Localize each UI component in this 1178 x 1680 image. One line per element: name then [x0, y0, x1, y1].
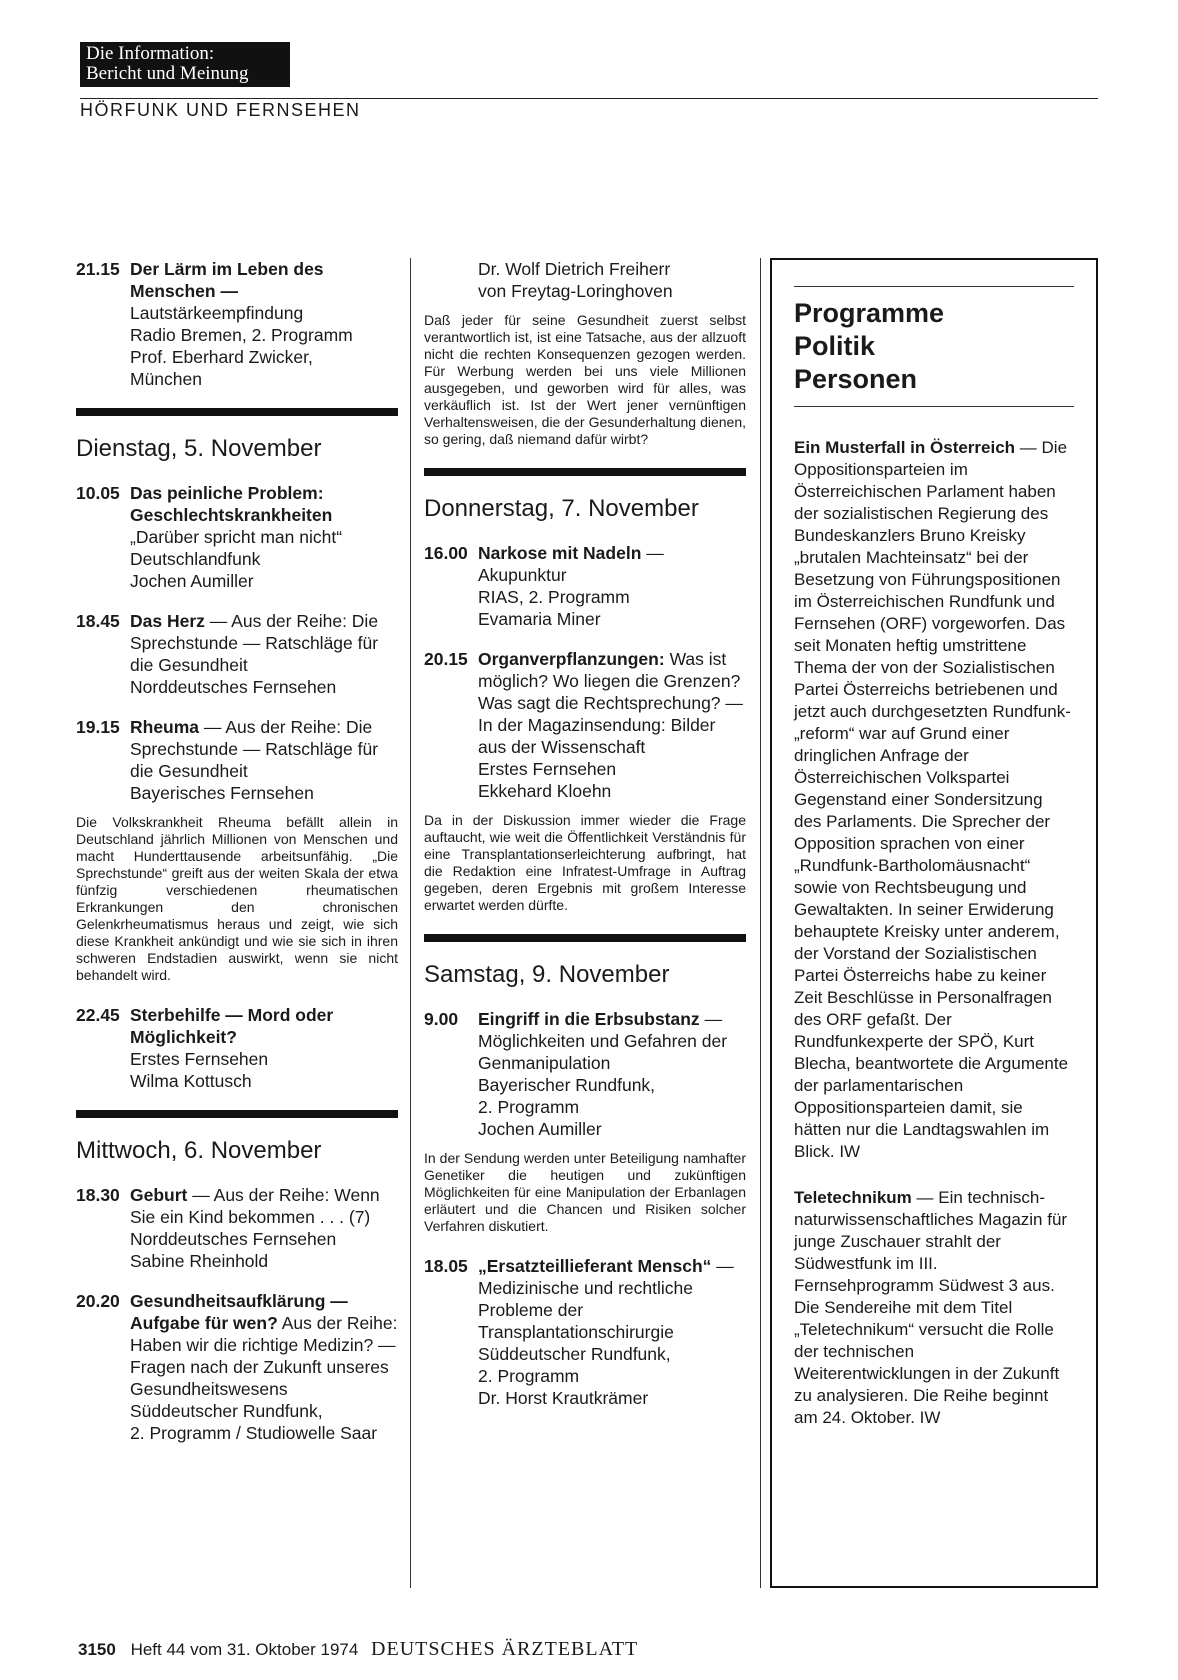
- program-entry: [424, 648, 746, 802]
- column-divider-1: [410, 258, 411, 1588]
- program-title: Sterbehilfe — Mord oder Möglichkeit?: [130, 1005, 334, 1047]
- program-subtitle: — Akupunktur: [478, 543, 664, 585]
- program-info: München: [130, 369, 202, 389]
- program-info: 2. Programm / Studiowelle Saar: [130, 1423, 378, 1443]
- program-info: Lautstärkeempfindung: [130, 303, 304, 323]
- program-info: Süddeutscher Rundfunk,: [478, 1344, 671, 1364]
- program-entry: [424, 1255, 746, 1409]
- day-heading: Mittwoch, 6. November: [76, 1137, 322, 1164]
- program-title: Das Herz: [130, 611, 205, 631]
- program-info: 2. Programm: [478, 1097, 580, 1117]
- program-title: Der Lärm im Leben des Menschen —: [130, 259, 324, 301]
- program-info: Jochen Aumiller: [130, 571, 254, 591]
- program-info: Erstes Fernsehen: [478, 759, 617, 779]
- news-item-title: Teletechnikum: [794, 1188, 912, 1207]
- program-time: 19.15: [76, 717, 120, 737]
- program-title: Organverpflanzungen:: [478, 649, 665, 669]
- news-item: [794, 437, 1074, 1163]
- program-subtitle: — Aus der Reihe: Die Sprechstunde — Ratschläge für die Gesundheit: [130, 611, 379, 675]
- program-time: 10.05: [76, 483, 120, 503]
- program-title: „Ersatzteillieferant Mensch“: [478, 1256, 712, 1276]
- news-item-title: Ein Musterfall in Österreich: [794, 438, 1016, 457]
- program-description: Die Volkskrankheit Rheuma befällt allein in Deutschland jährlich Millionen von Menschen und macht Hunderttausende arbeitsunfähig. „Die Sprechstunde“ greift aus der weiten Skala der etwa fünfzig verschiedenen rheumatischen Erkrankungen den chronischen Gelenkrheumatismus heraus und zeigt, wie sich diese Krankheit ankündigt und wie sie sich in ihren schweren Endstadien auswirkt, wenn sie nicht behandelt wird.: [76, 814, 398, 983]
- program-subtitle: — Möglichkeiten und Gefahren der Genmanipulation: [478, 1009, 728, 1073]
- news-box: [770, 258, 1098, 1588]
- program-info: RIAS, 2. Programm: [478, 587, 630, 607]
- program-time: 20.15: [424, 649, 468, 669]
- program-time: 22.45: [76, 1005, 120, 1025]
- program-entry: [76, 1004, 398, 1092]
- program-subtitle: — Aus der Reihe: Die Sprechstunde — Ratschläge für die Gesundheit: [130, 717, 379, 781]
- header-rule: [80, 98, 1098, 99]
- day-separator: [424, 934, 746, 942]
- day-heading: Donnerstag, 7. November: [424, 495, 699, 522]
- program-info: Erstes Fernsehen: [130, 1049, 269, 1069]
- news-item-text: — Die Oppositionsparteien im Österreichischen Parlament haben der sozialistischen Regierung des Bundeskanzlers Bruno Kreisky „brutalen Machteinsatz“ bei der Besetzung von Führungspositionen im Österreichischen Rundfunk und Fernsehen (ORF) vorgeworfen. Das seit Monaten heftig umstrittene Thema der von der Sozialistischen Partei Österreichs betriebenen und jetzt auch durchgesetzten Rundfunk-„reform“ war auf Grund einer dringlichen Anfrage der Österreichischen Volkspartei Gegenstand einer Sondersitzung des Parlaments. Die Sprecher der Opposition sprachen von einer „Rundfunk-Bartholomäusnacht“ sowie von Rechtsbeugung und Gewaltakten. In seiner Erwiderung behauptete Kreisky unter anderem, der Vorstand der Sozialistischen Partei Österreichs habe zu keiner Zeit Beschlüsse in Personalfragen des ORF gefaßt. Der Rundfunkexperte der SPÖ, Kurt Blecha, beantwortete die Argumente der parlamentarischen Oppositionsparteien damit, sie hätten nur die Landtagswahlen im Blick. IW: [794, 438, 1071, 1161]
- program-subtitle: — Aus der Reihe: Wenn Sie ein Kind bekommen . . . (7): [130, 1185, 380, 1227]
- program-info: Deutschlandfunk: [130, 549, 261, 569]
- program-title: Das peinliche Problem: Geschlechtskrankheiten: [130, 483, 333, 525]
- program-info: Prof. Eberhard Zwicker,: [130, 347, 313, 367]
- page-footer: [78, 1638, 638, 1661]
- program-time: 20.20: [76, 1291, 120, 1311]
- program-title: Gesundheitsaufklärung — Aufgabe für wen?: [130, 1291, 348, 1333]
- program-info: Wilma Kottusch: [130, 1071, 252, 1091]
- program-time: 9.00: [424, 1009, 459, 1029]
- program-description: Daß jeder für seine Gesundheit zuerst selbst verantwortlich ist, ist eine Tatsache, aus der allzuoft nicht die rechten Konsequenzen gezogen werden. Für Werbung werden bei uns viele Millionen ausgegeben, und geworben wird für alles, was verkäuflich ist. Ist der Wert jener vernünftigen Verhaltensweisen, die der Gesunderhaltung dienen, so gering, daß niemand dafür wirbt?: [424, 312, 746, 447]
- box-title-line: Programme: [794, 298, 945, 328]
- program-entry: [76, 1184, 398, 1272]
- program-time: 18.45: [76, 611, 120, 631]
- program-info: Jochen Aumiller: [478, 1119, 602, 1139]
- program-entry: [76, 482, 398, 592]
- program-info: 2. Programm: [478, 1366, 580, 1386]
- page-number: 3150: [78, 1640, 116, 1659]
- box-rule-top: [794, 286, 1074, 287]
- column-2: [424, 258, 746, 1427]
- program-info: Norddeutsches Fernsehen: [130, 1229, 337, 1249]
- program-time: 21.15: [76, 259, 120, 279]
- program-description: In der Sendung werden unter Beteiligung namhafter Genetiker die heutigen und zukünftigen Möglichkeiten für eine Manipulation der Erbanlagen erläutert und die Chancen und Risiken solcher Verfahren diskutiert.: [424, 1150, 746, 1234]
- issue-info: Heft 44 vom 31. Oktober 1974: [130, 1640, 359, 1659]
- day-heading: Dienstag, 5. November: [76, 435, 322, 462]
- program-info: Bayerisches Fernsehen: [130, 783, 314, 803]
- program-title: Narkose mit Nadeln: [478, 543, 642, 563]
- program-title: Rheuma: [130, 717, 200, 737]
- program-info: Evamaria Miner: [478, 609, 601, 629]
- program-time: 18.05: [424, 1256, 468, 1276]
- day-separator: [76, 408, 398, 416]
- news-item: [794, 1187, 1074, 1429]
- program-title: Geburt: [130, 1185, 188, 1205]
- box-title-line: Politik: [794, 331, 876, 361]
- program-info: Süddeutscher Rundfunk,: [130, 1401, 323, 1421]
- program-title: Eingriff in die Erbsubstanz: [478, 1009, 700, 1029]
- box-title-line: Personen: [794, 364, 918, 394]
- day-separator: [424, 468, 746, 476]
- program-entry: [424, 1008, 746, 1140]
- program-info: Radio Bremen, 2. Programm: [130, 325, 353, 345]
- program-info: Sabine Rheinhold: [130, 1251, 269, 1271]
- news-item-text: — Ein technisch-naturwissenschaftliches Magazin für junge Zuschauer strahlt der Südwestfunk im III. Fernsehprogramm Südwest 3 aus. Die Sendereihe mit dem Titel „Teletechnikum“ versucht die Rolle der technischen Weiterentwicklungen in der Zukunft zu analysieren. Die Reihe beginnt am 24. Oktober. IW: [794, 1188, 1068, 1427]
- program-info: von Freytag-Loringhoven: [478, 281, 673, 301]
- program-subtitle: Was ist möglich? Wo liegen die Grenzen? Was sagt die Rechtsprechung? — In der Magazinsendung: Bilder aus der Wissenschaft: [478, 649, 743, 757]
- rubric-line-1: Die Information:: [86, 43, 215, 64]
- program-subtitle: — Medizinische und rechtliche Probleme der Transplantationschirurgie: [478, 1256, 734, 1342]
- program-entry: [76, 610, 398, 698]
- box-title: [794, 297, 1074, 396]
- program-time: 18.30: [76, 1185, 120, 1205]
- program-entry: [76, 716, 398, 804]
- rubric-line-2: Bericht und Meinung: [86, 63, 249, 84]
- program-subtitle: „Darüber spricht man nicht“: [130, 527, 343, 547]
- program-entry: [424, 542, 746, 630]
- continued-credits: [424, 258, 746, 302]
- program-time: 16.00: [424, 543, 468, 563]
- program-entry: [76, 1290, 398, 1444]
- section-heading: HÖRFUNK UND FERNSEHEN: [80, 100, 361, 120]
- program-description: Da in der Diskussion immer wieder die Frage auftaucht, wie weit die Öffentlichkeit Verständnis für eine Transplantationserleichterung aufbringt, hat die Redaktion eine Infratest-Umfrage in Auftrag gegeben, deren Ergebnis mit großem Interesse erwartet werden dürfte.: [424, 812, 746, 913]
- column-1: [76, 258, 398, 1462]
- program-entry: [76, 258, 398, 390]
- publication-name: DEUTSCHES ÄRZTEBLATT: [371, 1638, 639, 1660]
- program-info: Norddeutsches Fernsehen: [130, 677, 337, 697]
- program-info: Dr. Wolf Dietrich Freiherr: [478, 259, 671, 279]
- column-divider-2: [760, 258, 761, 1588]
- day-heading: Samstag, 9. November: [424, 961, 670, 988]
- program-info: Ekkehard Kloehn: [478, 781, 612, 801]
- rubric-badge: [80, 42, 290, 87]
- box-rule-bottom: [794, 406, 1074, 407]
- program-subtitle: Aus der Reihe: Haben wir die richtige Medizin? — Fragen nach der Zukunft unseres Gesundheitswesens: [130, 1313, 398, 1399]
- program-info: Bayerischer Rundfunk,: [478, 1075, 656, 1095]
- day-separator: [76, 1110, 398, 1118]
- program-info: Dr. Horst Krautkrämer: [478, 1388, 649, 1408]
